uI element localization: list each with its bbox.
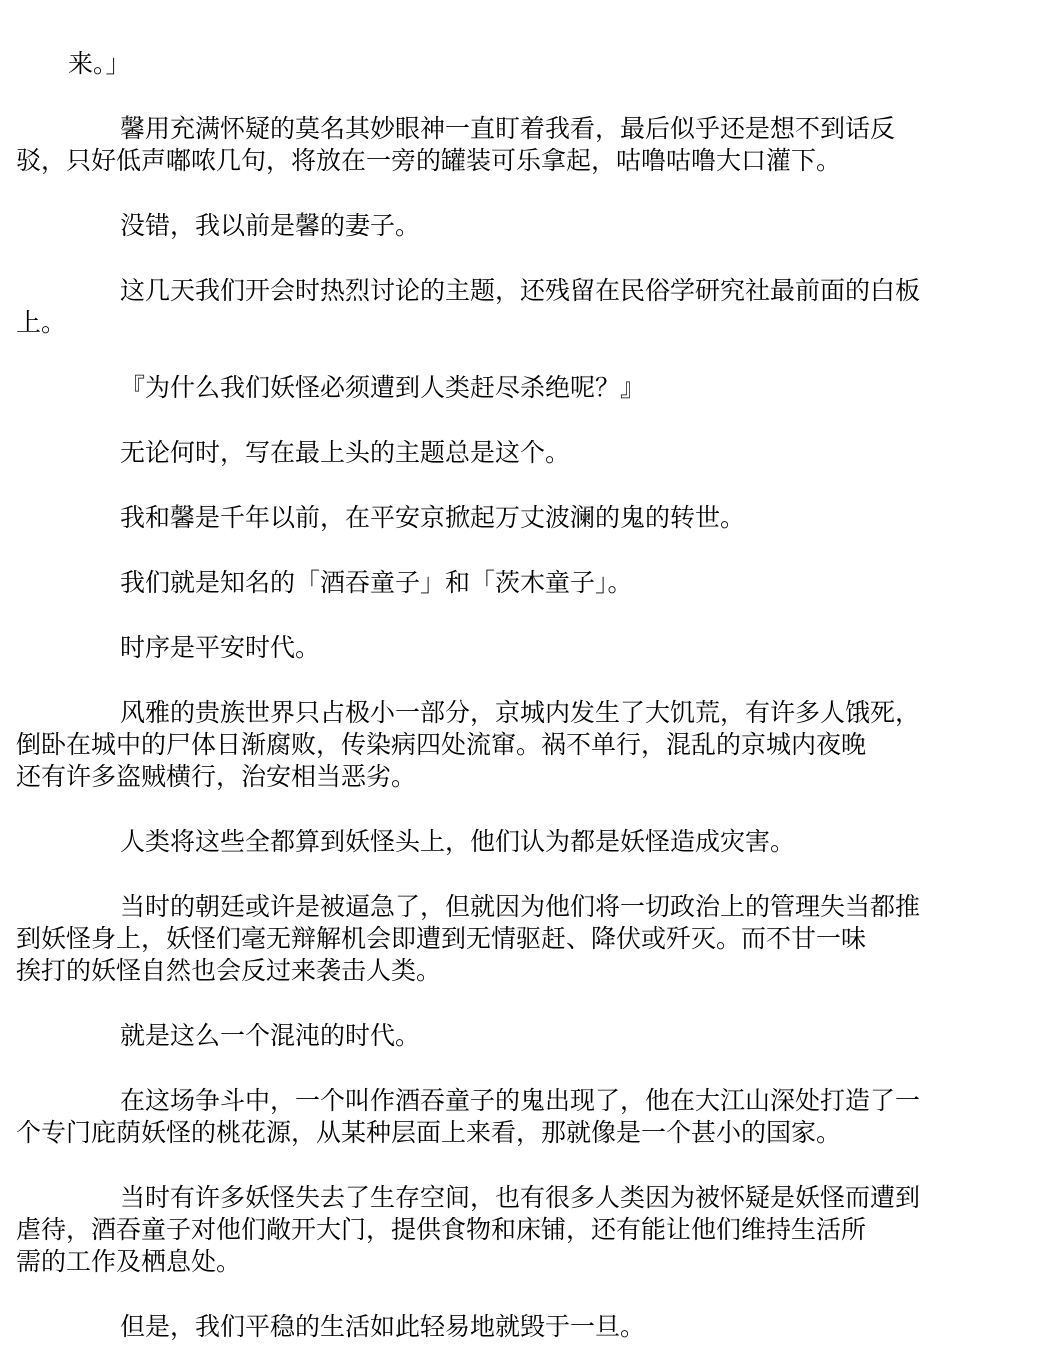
text-line: 我和馨是千年以前，在平安京掀起万丈波澜的鬼的转世。 bbox=[120, 503, 746, 532]
text-line: 这几天我们开会时热烈讨论的主题，还残留在民俗学研究社最前面的白板 bbox=[120, 276, 921, 305]
text-line: 时序是平安时代。 bbox=[120, 633, 321, 662]
paragraph bbox=[68, 1311, 976, 1343]
text-line: 个专门庇荫妖怪的桃花源，从某种层面上来看，那就像是一个甚小的国家。 bbox=[16, 1118, 842, 1147]
text-line: 人类将这些全都算到妖怪头上，他们认为都是妖怪造成灾害。 bbox=[120, 827, 796, 856]
paragraph bbox=[16, 1085, 976, 1149]
paragraph bbox=[16, 275, 976, 339]
text-line: 但是，我们平稳的生活如此轻易地就毁于一旦。 bbox=[120, 1312, 646, 1341]
paragraph bbox=[16, 697, 976, 793]
text-line: 风雅的贵族世界只占极小一部分，京城内发生了大饥荒，有许多人饿死， bbox=[120, 698, 921, 727]
text-line: 在这场争斗中，一个叫作酒吞童子的鬼出现了，他在大江山深处打造了一 bbox=[120, 1086, 921, 1115]
paragraph bbox=[68, 48, 976, 80]
text-line: 还有许多盗贼横行，治安相当恶劣。 bbox=[16, 762, 417, 791]
text-line: 当时的朝廷或许是被逼急了，但就因为他们将一切政治上的管理失当都推 bbox=[120, 892, 921, 921]
paragraph bbox=[68, 210, 976, 242]
text-line: 我们就是知名的「酒吞童子」和「茨木童子」。 bbox=[120, 568, 633, 597]
paragraph bbox=[68, 567, 976, 599]
text-line: 当时有许多妖怪失去了生存空间，也有很多人类因为被怀疑是妖怪而遭到 bbox=[120, 1183, 921, 1212]
paragraph bbox=[68, 632, 976, 664]
paragraph bbox=[16, 113, 976, 177]
paragraph bbox=[68, 826, 976, 858]
text-line: 驳，只好低声嘟哝几句，将放在一旁的罐装可乐拿起，咕噜咕噜大口灌下。 bbox=[16, 146, 842, 175]
text-line: 没错，我以前是馨的妻子。 bbox=[120, 211, 421, 240]
text-line: 虐待，酒吞童子对他们敞开大门，提供食物和床铺，还有能让他们维持生活所 bbox=[16, 1215, 867, 1244]
text-line: 上。 bbox=[16, 308, 67, 337]
text-line: 到妖怪身上，妖怪们毫无辩解机会即遭到无情驱赶、降伏或歼灭。而不甘一味 bbox=[16, 924, 867, 953]
text-line: 需的工作及栖息处。 bbox=[16, 1247, 242, 1276]
paragraph bbox=[68, 1020, 976, 1052]
paragraph bbox=[68, 437, 976, 469]
text-line: 馨用充满怀疑的莫名其妙眼神一直盯着我看，最后似乎还是想不到话反 bbox=[120, 114, 896, 143]
paragraph bbox=[68, 372, 976, 404]
paragraph bbox=[16, 891, 976, 987]
text-line: 倒卧在城中的尸体日渐腐败，传染病四处流窜。祸不单行，混乱的京城内夜晚 bbox=[16, 730, 867, 759]
text-line: 挨打的妖怪自然也会反过来袭击人类。 bbox=[16, 956, 442, 985]
paragraph bbox=[16, 1182, 976, 1278]
text-line: 无论何时，写在最上头的主题总是这个。 bbox=[120, 438, 571, 467]
text-line: 『为什么我们妖怪必须遭到人类赶尽杀绝呢？』 bbox=[120, 373, 646, 402]
paragraph bbox=[68, 502, 976, 534]
text-line: 来。」 bbox=[68, 49, 131, 78]
text-line: 就是这么一个混沌的时代。 bbox=[120, 1021, 421, 1050]
